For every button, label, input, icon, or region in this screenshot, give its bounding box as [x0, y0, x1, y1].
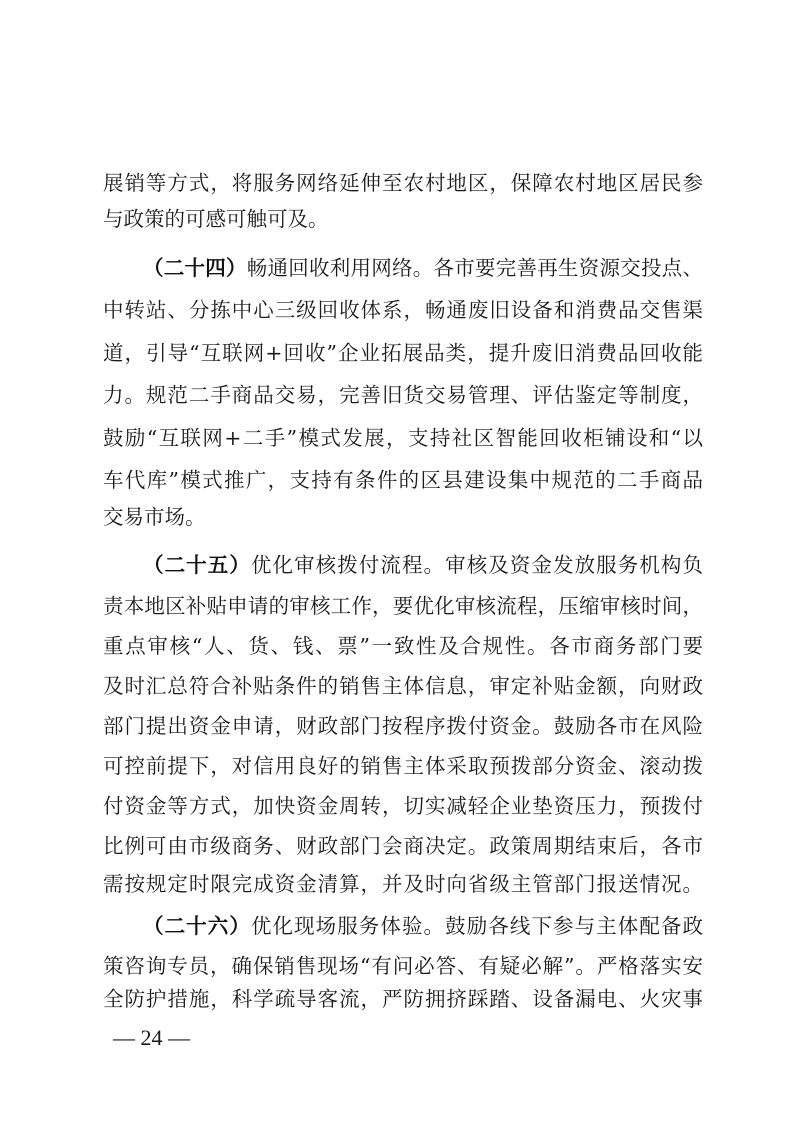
- section-26-first-line: [143, 906, 703, 946]
- paragraph-line: 交易市场。: [103, 505, 206, 529]
- section-heading-25: （二十五）: [143, 553, 251, 577]
- section-26-lead-text: 优化现场服务体验。鼓励各线下参与主体配备政: [250, 914, 704, 938]
- paragraph-line: 道，引导“互联网+回收”企业拓展品类，提升废旧消费品回收能: [103, 341, 703, 365]
- paragraph-line: 部门提出资金申请，财政部门按程序拨付资金。鼓励各市在风险: [103, 714, 703, 738]
- page-number: — 24 —: [113, 1025, 190, 1050]
- section-heading-24: （二十四）: [143, 256, 247, 280]
- paragraph-line: 付资金等方式，加快资金周转，切实减轻企业垫资压力，预拨付: [103, 794, 703, 818]
- paragraph-line: 及时汇总符合补贴条件的销售主体信息，审定补贴金额，向财政: [103, 674, 703, 698]
- paragraph-line: 需按规定时限完成资金清算，并及时向省级主管部门报送情况。: [103, 872, 703, 896]
- paragraph-line: 全防护措施，科学疏导客流，严防拥挤踩踏、设备漏电、火灾事: [103, 987, 703, 1011]
- paragraph-line: 可控前提下，对信用良好的销售主体采取预拨部分资金、滚动拨: [103, 754, 703, 778]
- section-25-lead-text: 优化审核拨付流程。审核及资金发放服务机构负: [250, 553, 704, 577]
- paragraph-line: 与政策的可感可触可及。: [103, 207, 329, 231]
- paragraph-line: 策咨询专员，确保销售现场“有问必答、有疑必解”。严格落实安: [103, 954, 703, 978]
- paragraph-line: 比例可由市级商务、财政部门会商决定。政策周期结束后，各市: [103, 834, 703, 858]
- paragraph-line: 中转站、分拣中心三级回收体系，畅通废旧设备和消费品交售渠: [103, 298, 703, 322]
- section-24-first-line: [143, 248, 703, 288]
- paragraph-line: 车代库”模式推广，支持有条件的区县建设集中规范的二手商品: [103, 468, 703, 492]
- section-24-lead-text: 畅通回收利用网络。各市要完善再生资源交投点、: [246, 256, 703, 280]
- paragraph-line: 展销等方式，将服务网络延伸至农村地区，保障农村地区居民参: [103, 171, 703, 195]
- paragraph-line: 重点审核“人、货、钱、票”一致性及合规性。各市商务部门要: [103, 634, 703, 658]
- paragraph-line: 力。规范二手商品交易，完善旧货交易管理、评估鉴定等制度，: [103, 383, 703, 407]
- section-heading-26: （二十六）: [143, 914, 251, 938]
- paragraph-line: 责本地区补贴申请的审核工作，要优化审核流程，压缩审核时间，: [103, 594, 703, 618]
- paragraph-line: 鼓励“互联网+二手”模式发展，支持社区智能回收柜铺设和“以: [103, 426, 703, 450]
- section-25-first-line: [143, 545, 703, 585]
